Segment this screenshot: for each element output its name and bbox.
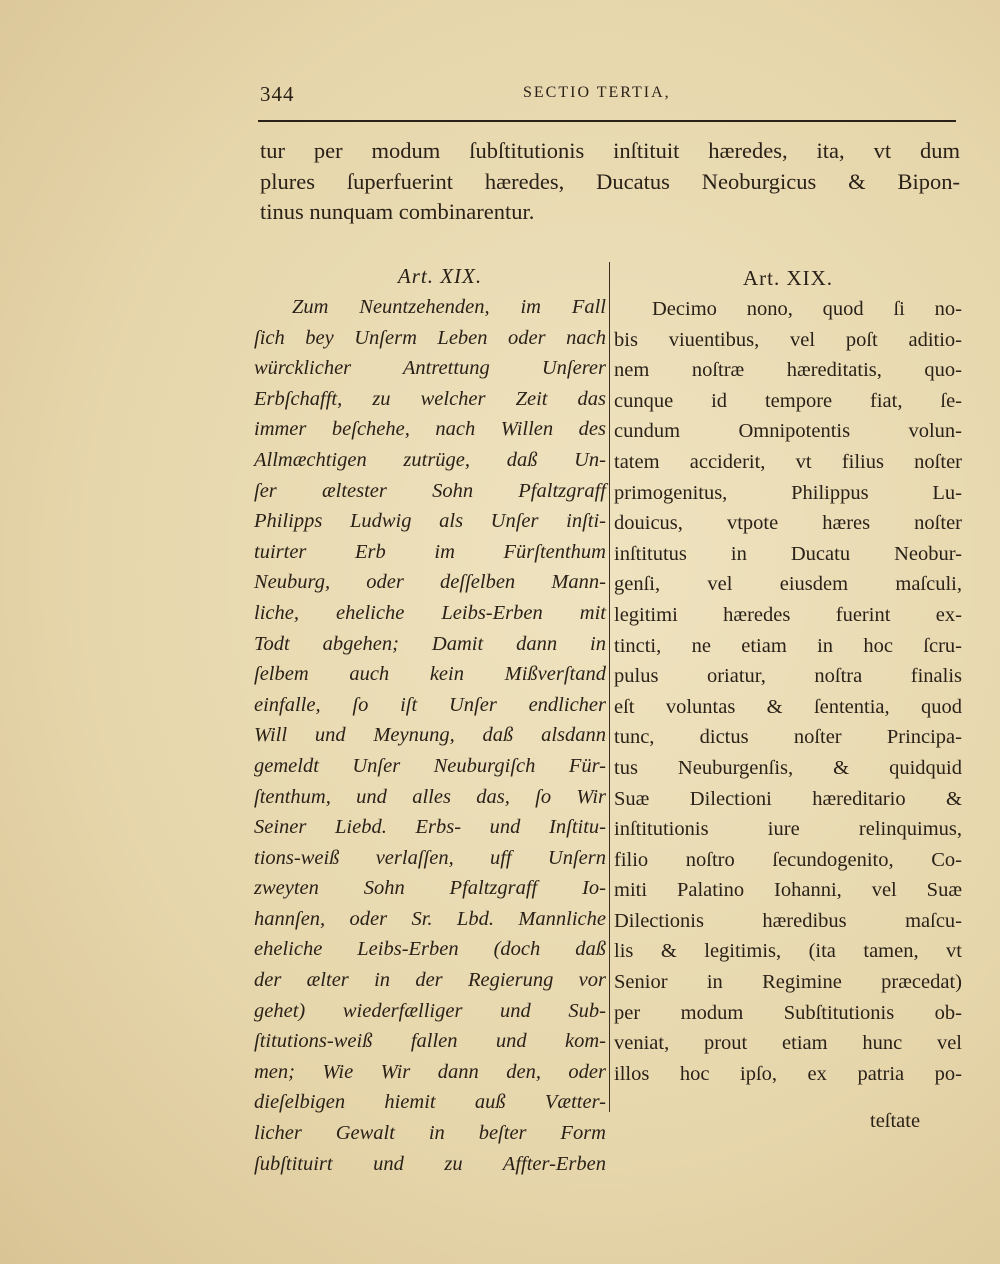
german-line: würcklicher Antrettung Unſerer bbox=[254, 357, 606, 380]
intro-line: tinus nunquam combinarentur. bbox=[260, 199, 535, 225]
latin-line: Decimo nono, quod ſi no- bbox=[652, 298, 962, 320]
german-line: ſich bey Unſerm Leben oder nach bbox=[254, 326, 606, 349]
german-line: Zum Neuntzehenden, im Fall bbox=[292, 296, 606, 318]
latin-line: inſtitutus in Ducatu Neobur- bbox=[614, 542, 962, 565]
latin-line: cunque id tempore fiat, ſe- bbox=[614, 389, 962, 412]
latin-line: genſi, vel eiusdem maſculi, bbox=[614, 573, 962, 596]
german-line: Seiner Liebd. Erbs- und Inſtitu- bbox=[254, 816, 606, 839]
german-line: Erbſchafft, zu welcher Zeit das bbox=[254, 387, 606, 410]
german-line: liche, eheliche Leibs-Erben mit bbox=[254, 601, 606, 624]
page-header bbox=[258, 78, 958, 108]
latin-line: miti Palatino Iohanni, vel Suæ bbox=[614, 879, 962, 902]
latin-line: nem noſtræ hæreditatis, quo- bbox=[614, 359, 962, 382]
latin-line: tunc, dictus noſter Principa- bbox=[614, 726, 962, 749]
latin-line: per modum Subſtitutionis ob- bbox=[614, 1001, 962, 1024]
intro-paragraph bbox=[260, 136, 960, 228]
german-line: ſtenthum, und alles das, ſo Wir bbox=[254, 785, 606, 808]
german-line: Will und Meynung, daß alsdann bbox=[254, 724, 606, 747]
article-heading-german: Art. XIX. bbox=[397, 264, 483, 288]
german-line: eheliche Leibs-Erben (doch daß bbox=[254, 938, 606, 961]
latin-line: illos hoc ipſo, ex patria po- bbox=[614, 1062, 962, 1085]
latin-line: pulus oriatur, noſtra finalis bbox=[614, 665, 962, 688]
german-line: tuirter Erb im Fürſtenthum bbox=[254, 540, 606, 563]
latin-line: douicus, vtpote hæres noſter bbox=[614, 512, 962, 535]
latin-line: tatem acciderit, vt filius noſter bbox=[614, 450, 962, 473]
latin-line: Senior in Regimine præcedat) bbox=[614, 971, 962, 994]
german-line: ſelbem auch kein Mißverſtand bbox=[254, 663, 606, 686]
latin-line: veniat, prout etiam hunc vel bbox=[614, 1032, 962, 1055]
german-line: gemeldt Unſer Neuburgiſch Für- bbox=[254, 754, 606, 777]
latin-line: lis & legitimis, (ita tamen, vt bbox=[614, 940, 962, 963]
german-line: zweyten Sohn Pfaltzgraff Io- bbox=[254, 877, 606, 900]
intro-line: plures ſuperfuerint hæredes, Ducatus Neoburgicus & Bipon- bbox=[260, 168, 960, 194]
german-line: immer beſchehe, nach Willen des bbox=[254, 418, 606, 441]
german-line: Allmæchtigen zutrüge, daß Un- bbox=[254, 448, 606, 471]
german-line: der ælter in der Regierung vor bbox=[254, 969, 606, 992]
intro-line: tur per modum ſubſtitutionis inſtituit hæredes, ita, vt dum bbox=[260, 138, 960, 163]
german-line: Todt abgehen; Damit dann in bbox=[254, 632, 606, 655]
german-line: einfalle, ſo iſt Unſer endlicher bbox=[254, 693, 606, 716]
german-line: men; Wie Wir dann den, oder bbox=[254, 1060, 606, 1083]
german-line: ſubſtituirt und zu Affter-Erben bbox=[254, 1152, 606, 1175]
latin-line: Dilectionis hæredibus maſcu- bbox=[614, 909, 962, 932]
german-line: ſtitutions-weiß fallen und kom- bbox=[254, 1030, 606, 1053]
page-number: 344 bbox=[260, 82, 295, 106]
running-head: SECTIO TERTIA, bbox=[523, 84, 671, 101]
german-line: gehet) wiederfælliger und Sub- bbox=[254, 999, 606, 1022]
latin-line: cundum Omnipotentis volun- bbox=[614, 420, 962, 443]
latin-line: tus Neuburgenſis, & quidquid bbox=[614, 756, 962, 779]
latin-line: tincti, ne etiam in hoc ſcru- bbox=[614, 634, 962, 657]
show-through-text bbox=[130, 638, 250, 788]
latin-column bbox=[614, 262, 962, 1089]
latin-line: inſtitutionis iure relinquimus, bbox=[614, 818, 962, 841]
german-column bbox=[254, 260, 606, 1179]
catchword: teſtate bbox=[870, 1110, 921, 1132]
german-line: dieſelbigen hiemit auß Vætter- bbox=[254, 1091, 606, 1114]
german-line: hannſen, oder Sr. Lbd. Mannliche bbox=[254, 907, 606, 930]
german-line: ſer æltester Sohn Pfaltzgraff bbox=[254, 479, 606, 502]
latin-line: Suæ Dilectioni hæreditario & bbox=[614, 787, 962, 810]
header-rule bbox=[258, 120, 956, 122]
latin-line: primogenitus, Philippus Lu- bbox=[614, 481, 962, 504]
german-line: licher Gewalt in beſter Form bbox=[254, 1122, 606, 1145]
article-heading-latin: Art. XIX. bbox=[742, 266, 834, 290]
latin-line: eſt voluntas & ſententia, quod bbox=[614, 695, 962, 718]
latin-line: legitimi hæredes fuerint ex- bbox=[614, 603, 962, 626]
column-divider bbox=[609, 262, 610, 1112]
latin-line: filio noſtro ſecundogenito, Co- bbox=[614, 848, 962, 871]
german-line: Philipps Ludwig als Unſer inſti- bbox=[254, 510, 606, 533]
latin-line: bis viuentibus, vel poſt aditio- bbox=[614, 328, 962, 351]
german-line: Neuburg, oder deſſelben Mann- bbox=[254, 571, 606, 594]
german-line: tions-weiß verlaſſen, uff Unſern bbox=[254, 846, 606, 869]
